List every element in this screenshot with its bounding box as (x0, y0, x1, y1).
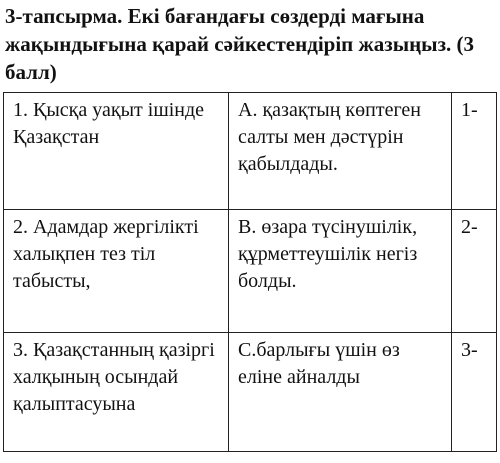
answer-cell: 3- (452, 333, 497, 452)
left-column-cell: 3. Қазақстанның қазіргі халқының осындай қалыптасуына (4, 333, 229, 452)
table-row (4, 93, 497, 210)
task-heading: 3-тапсырма. Екі бағандағы сөздерді мағына жақындығына қарай сәйкестендіріп жазыңыз. (3 балл) (5, 4, 475, 84)
left-column-cell: 1. Қысқа уақыт ішінде Қазақстан (4, 93, 229, 210)
right-column-cell: С.барлығы үшін өз еліне айналды (229, 333, 452, 452)
matching-table (3, 92, 497, 452)
right-column-cell: А. қазақтың көптеген салты мен дәстүрін қабылдады. (229, 93, 452, 210)
answer-cell: 1- (452, 93, 497, 210)
left-column-cell: 2. Адамдар жергілікті халықпен тез тіл табысты, (4, 210, 229, 333)
table-row (4, 333, 497, 452)
table-row (4, 210, 497, 333)
right-column-cell: В. өзара түсінушілік, құрметтеушілік негіз болды. (229, 210, 452, 333)
answer-cell: 2- (452, 210, 497, 333)
